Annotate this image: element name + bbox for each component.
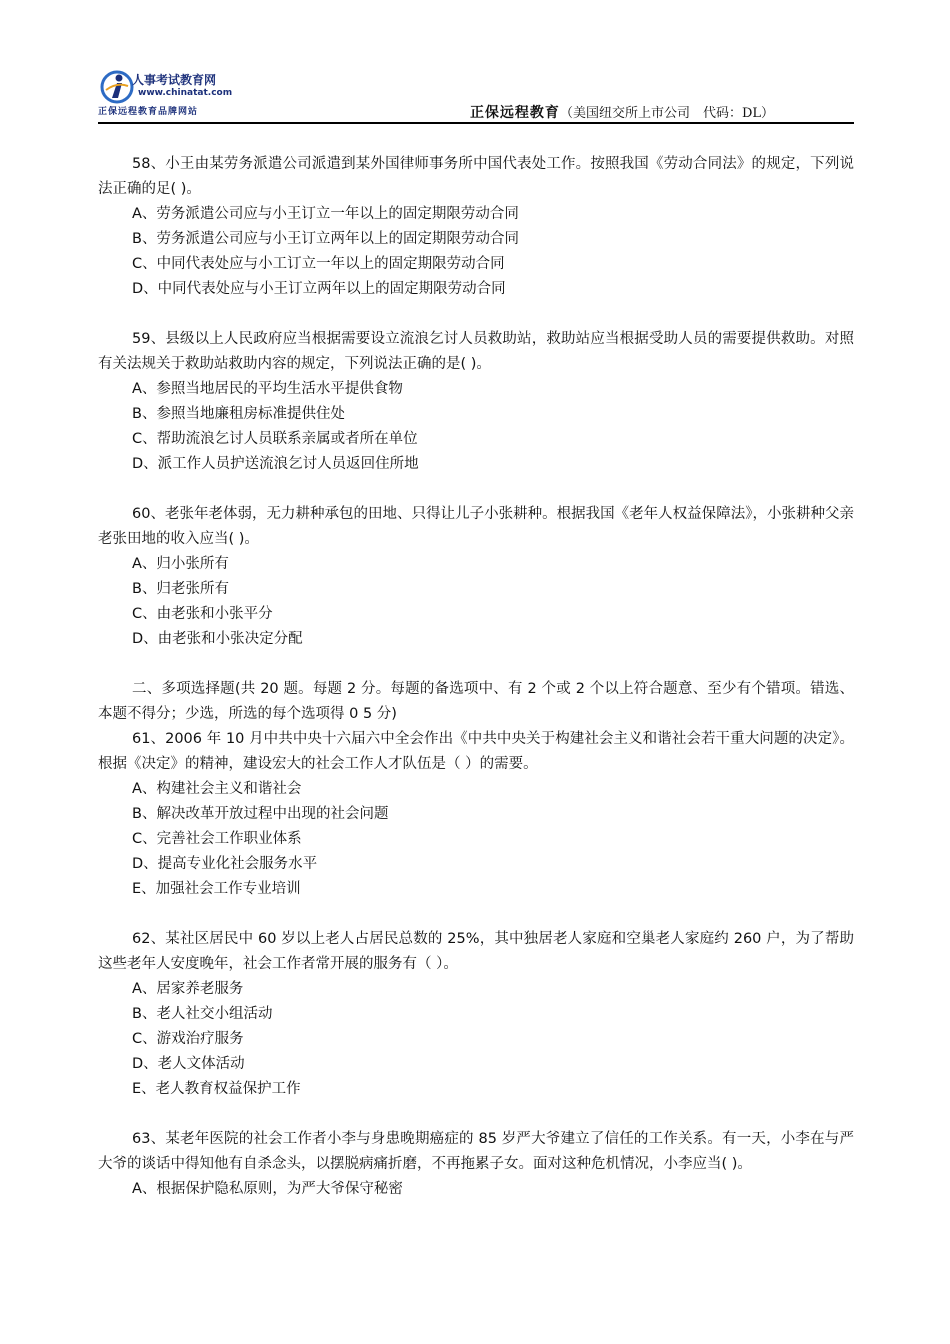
logo-person-icon bbox=[100, 70, 134, 104]
option-b: B、归老张所有 bbox=[132, 581, 229, 597]
header-company: （美国纽交所上市公司 代码：DL） bbox=[559, 106, 774, 121]
option-c: C、帮助流浪乞讨人员联系亲属或者所在单位 bbox=[132, 431, 418, 447]
option-a: A、居家养老服务 bbox=[132, 981, 244, 997]
site-logo bbox=[98, 66, 258, 116]
option-e: E、加强社会工作专业培训 bbox=[132, 881, 301, 897]
option-a: A、根据保护隐私原则，为严大爷保守秘密 bbox=[132, 1181, 403, 1197]
option-d: D、提高专业化社会服务水平 bbox=[132, 856, 318, 872]
question-text: 60、老张年老体弱，无力耕种承包的田地、只得让儿子小张耕种。根据我国《老年人权益保障法》，小张耕种父亲老张田地的收入应当( )。 bbox=[98, 506, 854, 547]
header-brand: 正保远程教育 bbox=[469, 105, 560, 121]
option-b: B、解决改革开放过程中出现的社会问题 bbox=[132, 806, 389, 822]
logo-url: www.chinatat.com bbox=[138, 88, 233, 98]
option-b: B、老人社交小组活动 bbox=[132, 1006, 273, 1022]
question-59 bbox=[98, 327, 854, 477]
logo-tagline: 正保远程教育品牌网站 bbox=[98, 107, 199, 117]
logo-title: 人事考试教育网 bbox=[132, 73, 217, 87]
option-c: C、完善社会工作职业体系 bbox=[132, 831, 302, 847]
option-a: A、归小张所有 bbox=[132, 556, 229, 572]
option-c: C、游戏治疗服务 bbox=[132, 1031, 244, 1047]
question-61 bbox=[98, 727, 854, 902]
section-intro bbox=[98, 677, 854, 727]
document-body bbox=[98, 152, 854, 1227]
option-a: A、劳务派遣公司应与小王订立一年以上的固定期限劳动合同 bbox=[132, 206, 519, 222]
question-text: 61、2006 年 10 月中共中央十六届六中全会作出《中共中央关于构建社会主义和谐社会若干重大问题的决定》。根据《决定》的精神，建设宏大的社会工作人才队伍是（ ）的需要。 bbox=[98, 731, 854, 772]
option-d: D、派工作人员护送流浪乞讨人员返回住所地 bbox=[132, 456, 419, 472]
option-a: A、参照当地居民的平均生活水平提供食物 bbox=[132, 381, 403, 397]
option-a: A、构建社会主义和谐社会 bbox=[132, 781, 302, 797]
option-b: B、劳务派遣公司应与小王订立两年以上的固定期限劳动合同 bbox=[132, 231, 519, 247]
option-c: C、由老张和小张平分 bbox=[132, 606, 273, 622]
page-header bbox=[98, 62, 854, 126]
option-d: D、中同代表处应与小王订立两年以上的固定期限劳动合同 bbox=[132, 281, 506, 297]
header-caption bbox=[470, 102, 774, 122]
option-d: D、由老张和小张决定分配 bbox=[132, 631, 303, 647]
question-62 bbox=[98, 927, 854, 1102]
option-c: C、中同代表处应与小工订立一年以上的固定期限劳动合同 bbox=[132, 256, 505, 272]
option-e: E、老人教育权益保护工作 bbox=[132, 1081, 301, 1097]
option-b: B、参照当地廉租房标准提供住处 bbox=[132, 406, 345, 422]
section-heading: 二、多项选择题(共 20 题。每题 2 分。每题的备选项中、有 2 个或 2 个以上符合题意、至少有个错项。错选、本题不得分；少选，所选的每个选项得 0 5 分) bbox=[98, 681, 854, 722]
question-60 bbox=[98, 502, 854, 652]
question-63 bbox=[98, 1127, 854, 1202]
question-58 bbox=[98, 152, 854, 302]
question-text: 62、某社区居民中 60 岁以上老人占居民总数的 25%，其中独居老人家庭和空巢老人家庭约 260 户，为了帮助这些老年人安度晚年，社会工作者常开展的服务有（ ）。 bbox=[98, 931, 854, 972]
question-text: 63、某老年医院的社会工作者小李与身患晚期癌症的 85 岁严大爷建立了信任的工作关系。有一天，小李在与严大爷的谈话中得知他有自杀念头，以摆脱病痛折磨，不再拖累子女。面对这种危机情况，小李应当( )。 bbox=[98, 1131, 854, 1172]
option-d: D、老人文体活动 bbox=[132, 1056, 245, 1072]
question-text: 58、小王由某劳务派遣公司派遣到某外国律师事务所中国代表处工作。按照我国《劳动合同法》的规定，下列说法正确的足( )。 bbox=[98, 156, 854, 197]
question-text: 59、县级以上人民政府应当根据需要设立流浪乞讨人员救助站，救助站应当根据受助人员的需要提供救助。对照有关法规关于救助站救助内容的规定，下列说法正确的是( )。 bbox=[98, 331, 854, 372]
header-divider bbox=[98, 122, 854, 124]
